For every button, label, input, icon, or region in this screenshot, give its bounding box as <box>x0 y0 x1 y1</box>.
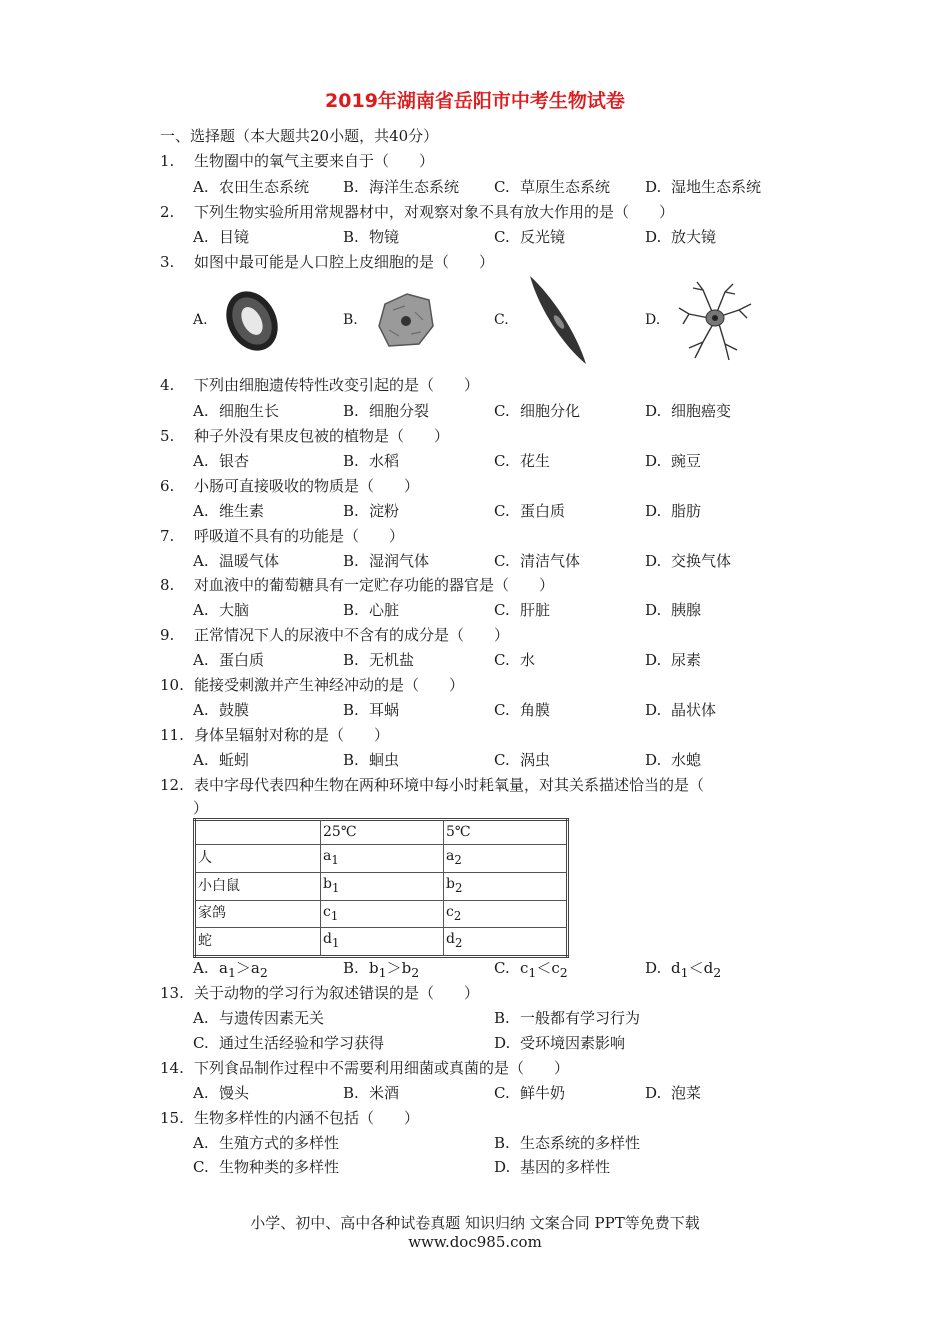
option-d[interactable]: D. 豌豆 <box>645 452 702 470</box>
table-cell: $c_2$ <box>444 900 568 928</box>
section-heading: 一、选择题（本大题共20小题，共40分） <box>160 127 439 145</box>
question-2 <box>160 201 674 222</box>
table-cell: $d_1$ <box>321 928 444 957</box>
question-14 <box>160 1057 569 1078</box>
option-b[interactable]: B. 耳蜗 <box>343 701 400 719</box>
oxygen-consumption-table <box>193 818 569 958</box>
question-4 <box>160 374 479 395</box>
option-b[interactable]: B. 海洋生态系统 <box>343 178 460 196</box>
table-header-cell: 5℃ <box>444 820 568 845</box>
option-b[interactable]: B. 蛔虫 <box>343 751 400 769</box>
option-b[interactable]: B. 一般都有学习行为 <box>494 1009 641 1027</box>
option-c[interactable]: C. 花生 <box>494 452 551 470</box>
question-8 <box>160 574 554 595</box>
option-d[interactable]: D. 细胞癌变 <box>645 402 732 420</box>
table-header-cell <box>195 820 321 845</box>
question-number: 15. <box>160 1109 184 1127</box>
question-1 <box>160 150 434 171</box>
question-text: 如图中最可能是人口腔上皮细胞的是（ ） <box>194 253 495 271</box>
option-a[interactable]: A. 细胞生长 <box>193 402 280 420</box>
question-3 <box>160 251 494 272</box>
option-b[interactable]: B. 心脏 <box>343 601 400 619</box>
option-c[interactable]: C. 水 <box>494 651 536 669</box>
option-c[interactable]: C. 反光镜 <box>494 228 566 246</box>
question-text: 能接受刺激并产生神经冲动的是（ ） <box>194 676 465 694</box>
option-b[interactable]: B. 物镜 <box>343 228 400 246</box>
question-text: 关于动物的学习行为叙述错误的是（ ） <box>194 984 480 1002</box>
epithelial-cell-icon <box>375 290 437 350</box>
table-row <box>195 845 568 873</box>
question-number: 2. <box>160 203 175 221</box>
option-a[interactable]: A. 目镜 <box>193 228 250 246</box>
footer-promo-text: 小学、初中、高中各种试卷真题 知识归纳 文案合同 PPT等免费下载 <box>250 1214 700 1232</box>
option-a[interactable]: A. 鼓膜 <box>193 701 250 719</box>
table-cell: 蛇 <box>195 928 321 957</box>
option-b[interactable]: B. 淀粉 <box>343 502 400 520</box>
option-b[interactable]: B. 湿润气体 <box>343 552 430 570</box>
option-b[interactable]: B. 水稻 <box>343 452 400 470</box>
question-text: 身体呈辐射对称的是（ ） <box>194 726 390 744</box>
footer-link[interactable]: www.doc985.com <box>408 1233 542 1251</box>
question-number: 14. <box>160 1059 184 1077</box>
question-7 <box>160 525 404 546</box>
table-cell: $b_2$ <box>444 872 568 900</box>
muscle-cell-icon <box>522 272 592 368</box>
question-number: 3. <box>160 253 175 271</box>
option-c[interactable]: C. 细胞分化 <box>494 402 581 420</box>
option-a[interactable]: A. 农田生态系统 <box>193 178 310 196</box>
option-d[interactable]: D. 水螅 <box>645 751 702 769</box>
option-b[interactable]: B. 细胞分裂 <box>343 402 430 420</box>
option-c[interactable]: C. 肝脏 <box>494 601 551 619</box>
question-text: 下列生物实验所用常规器材中，对观察对象不具有放大作用的是（ ） <box>194 203 675 221</box>
cell-image-options: A. B. C. D. <box>193 276 813 366</box>
option-c[interactable]: C. 通过生活经验和学习获得 <box>193 1034 385 1052</box>
option-a[interactable]: A. 生殖方式的多样性 <box>193 1134 340 1152</box>
option-a[interactable]: A. 大脑 <box>193 601 250 619</box>
table-row <box>195 900 568 928</box>
question-11 <box>160 724 389 745</box>
question-text-continuation: ） <box>193 799 209 817</box>
question-6 <box>160 475 419 496</box>
table-cell: 人 <box>195 845 321 873</box>
option-a[interactable]: A. 馒头 <box>193 1084 250 1102</box>
table-cell: 家鸽 <box>195 900 321 928</box>
question-number: 11. <box>160 726 184 744</box>
option-d[interactable]: D. 受环境因素影响 <box>494 1034 626 1052</box>
question-number: 7. <box>160 527 175 545</box>
table-cell: $a_2$ <box>444 845 568 873</box>
table-cell: $b_1$ <box>321 872 444 900</box>
table-cell: 小白鼠 <box>195 872 321 900</box>
table-cell: $d_2$ <box>444 928 568 957</box>
option-a[interactable]: A. 温暖气体 <box>193 552 280 570</box>
question-13 <box>160 982 479 1003</box>
option-d[interactable]: D. 尿素 <box>645 651 702 669</box>
option-d[interactable]: D. 基因的多样性 <box>494 1158 611 1176</box>
option-a[interactable]: A. 维生素 <box>193 502 265 520</box>
option-b[interactable]: B. 生态系统的多样性 <box>494 1134 641 1152</box>
page-title: 2019年湖南省岳阳市中考生物试卷 <box>325 90 625 112</box>
question-text: 对血液中的葡萄糖具有一定贮存功能的器官是（ ） <box>194 576 555 594</box>
question-text: 小肠可直接吸收的物质是（ ） <box>194 477 420 495</box>
option-b[interactable]: B. $b_1>b_2$ <box>343 959 420 980</box>
option-d[interactable]: D. 泡菜 <box>645 1084 702 1102</box>
question-12 <box>160 774 704 795</box>
option-d[interactable]: D. 晶状体 <box>645 701 717 719</box>
question-number: 10. <box>160 676 184 694</box>
option-d[interactable]: D. 交换气体 <box>645 552 732 570</box>
option-a[interactable]: A. 与遗传因素无关 <box>193 1009 325 1027</box>
table-row <box>195 928 568 957</box>
table-header-row <box>195 820 568 845</box>
option-d[interactable]: D. 湿地生态系统 <box>645 178 762 196</box>
question-15 <box>160 1107 419 1128</box>
question-9 <box>160 624 509 645</box>
option-a[interactable]: A. 银杏 <box>193 452 250 470</box>
table-cell: $a_1$ <box>321 845 444 873</box>
option-a[interactable]: A. 蚯蚓 <box>193 751 250 769</box>
question-10 <box>160 674 464 695</box>
question-number: 9. <box>160 626 175 644</box>
question-text: 正常情况下人的尿液中不含有的成分是（ ） <box>194 626 510 644</box>
neuron-icon <box>675 278 755 364</box>
option-d[interactable]: D. $d_1<d_2$ <box>645 959 722 980</box>
table-cell: $c_1$ <box>321 900 444 928</box>
question-text: 呼吸道不具有的功能是（ ） <box>194 527 405 545</box>
question-number: 5. <box>160 427 175 445</box>
question-number: 8. <box>160 576 175 594</box>
question-text: 种子外没有果皮包被的植物是（ ） <box>194 427 450 445</box>
option-c[interactable]: C. 生物种类的多样性 <box>193 1158 340 1176</box>
table-header-cell: 25℃ <box>321 820 444 845</box>
option-b[interactable]: B. 无机盐 <box>343 651 415 669</box>
option-c[interactable]: C. 蛋白质 <box>494 502 566 520</box>
question-number: 4. <box>160 376 175 394</box>
option-c[interactable]: C. 草原生态系统 <box>494 178 611 196</box>
question-5 <box>160 425 449 446</box>
option-d[interactable]: D. 胰腺 <box>645 601 702 619</box>
option-d[interactable]: D. 脂肪 <box>645 502 702 520</box>
option-d[interactable]: D. 放大镜 <box>645 228 717 246</box>
question-text: 下列由细胞遗传特性改变引起的是（ ） <box>194 376 480 394</box>
question-text: 下列食品制作过程中不需要利用细菌或真菌的是（ ） <box>194 1059 570 1077</box>
table-row <box>195 872 568 900</box>
option-b[interactable]: B. 米酒 <box>343 1084 400 1102</box>
question-number: 1. <box>160 152 175 170</box>
question-text: 生物多样性的内涵不包括（ ） <box>194 1109 420 1127</box>
option-c[interactable]: C. 涡虫 <box>494 751 551 769</box>
red-blood-cell-icon <box>221 286 283 356</box>
question-number: 13. <box>160 984 184 1002</box>
option-c[interactable]: C. 清洁气体 <box>494 552 581 570</box>
question-text: 表中字母代表四种生物在两种环境中每小时耗氧量，对其关系描述恰当的是（ <box>194 776 705 794</box>
option-c[interactable]: C. $c_1<c_2$ <box>494 959 568 980</box>
option-a[interactable]: A. 蛋白质 <box>193 651 265 669</box>
option-c[interactable]: C. 角膜 <box>494 701 551 719</box>
question-number: 12. <box>160 776 184 794</box>
option-a[interactable]: A. $a_1>a_2$ <box>193 959 268 980</box>
question-number: 6. <box>160 477 175 495</box>
question-text: 生物圈中的氧气主要来自于（ ） <box>194 152 435 170</box>
option-c[interactable]: C. 鲜牛奶 <box>494 1084 566 1102</box>
